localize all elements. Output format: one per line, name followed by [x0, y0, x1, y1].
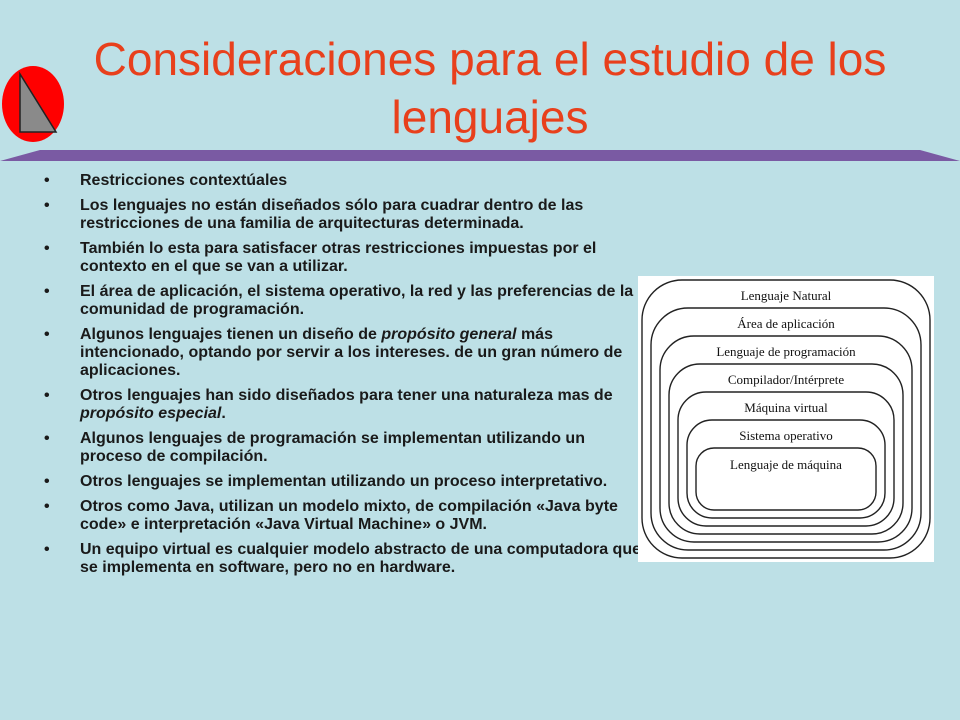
title-divider: [0, 149, 960, 163]
bullet-item: [44, 473, 644, 491]
bullet-text: Otros lenguajes se implementan utilizando un proceso interpretativo.: [80, 473, 608, 490]
bullet-item: [44, 197, 644, 233]
bullet-text: Los lenguajes no están diseñados sólo para cuadrar dentro de las restricciones de una familia de arquitecturas determinada.: [80, 197, 584, 232]
layers-diagram: [638, 276, 934, 562]
bullet-text: .: [221, 405, 226, 422]
bullet-item: [44, 387, 644, 423]
bullet-text: Restricciones contextúales: [80, 172, 288, 189]
bullet-item: [44, 326, 644, 380]
logo-icon: [0, 64, 66, 144]
bullet-text: Otros lenguajes han sido diseñados para tener una naturaleza mas de: [80, 387, 613, 404]
bullet-text: más intencionado, optando por servir a los intereses. de un gran número de aplicaciones.: [80, 326, 623, 379]
bullet-text: Un equipo virtual es cualquier modelo abstracto de una computadora que se implementa en software, pero no en hardware.: [80, 541, 641, 576]
bullet-item: [44, 498, 644, 534]
bullet-item: [44, 172, 644, 190]
slide-title: Consideraciones para el estudio de los lenguajes: [93, 33, 887, 143]
bullet-text: Algunos lenguajes tienen un diseño de: [80, 326, 382, 343]
diagram-layer-label: Sistema operativo: [739, 428, 833, 443]
bullet-item: [44, 283, 644, 319]
diagram-layer-label: Compilador/Intérprete: [727, 372, 845, 387]
diagram-layer-label: Máquina virtual: [744, 400, 828, 415]
diagram-layer-label: Lenguaje de programación: [716, 344, 856, 359]
bullet-emphasis: propósito general: [381, 326, 517, 343]
bullet-item: [44, 541, 644, 577]
bullet-text: También lo esta para satisfacer otras restricciones impuestas por el contexto en el que se van a utilizar.: [80, 240, 597, 275]
bullet-text: Otros como Java, utilizan un modelo mixto, de compilación «Java byte code» e interpretación «Java Virtual Machine» o JVM.: [80, 498, 618, 533]
bullet-item: [44, 240, 644, 276]
diagram-layer: [696, 448, 876, 510]
bullet-list: [44, 172, 644, 584]
bullet-text: El área de aplicación, el sistema operativo, la red y las preferencias de la comunidad de programación.: [80, 283, 634, 318]
bullet-item: [44, 430, 644, 466]
bullet-text: Algunos lenguajes de programación se implementan utilizando un proceso de compilación.: [80, 430, 585, 465]
diagram-layer-label: Lenguaje Natural: [740, 288, 832, 303]
diagram-layer-label: Lenguaje de máquina: [730, 457, 842, 472]
diagram-layer-label: Área de aplicación: [737, 316, 835, 331]
bullet-emphasis: propósito especial: [80, 405, 222, 422]
